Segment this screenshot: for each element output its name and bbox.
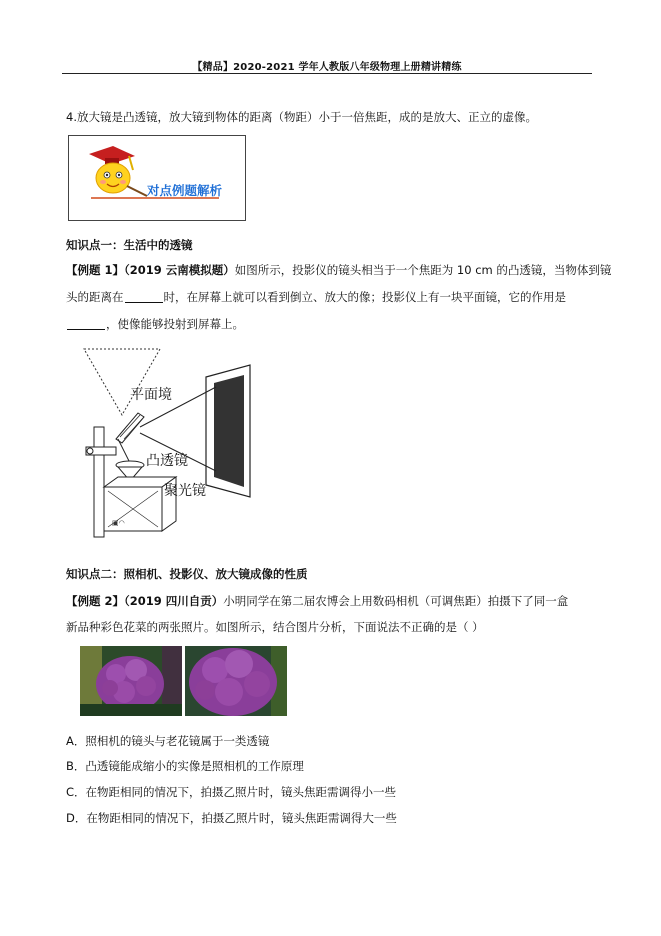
projector-diagram bbox=[78, 347, 278, 539]
option-d[interactable]: D．在物距相同的情况下，拍摄乙照片时，镜头焦距需调得大一些 bbox=[66, 811, 397, 825]
example1-tag: 【例题 1】（2019 云南模拟题） bbox=[66, 263, 235, 277]
label-convex-lens: 凸透镜 bbox=[146, 453, 188, 469]
teacher-mascot-icon bbox=[69, 136, 245, 220]
label-plane-mirror: 平面境 bbox=[130, 387, 172, 403]
example2-line1 bbox=[66, 593, 568, 609]
example1-line3 bbox=[66, 316, 244, 332]
example1-line2 bbox=[66, 289, 566, 305]
example1-line2a: 头的距离在 bbox=[66, 290, 124, 304]
answer-blank-2[interactable] bbox=[67, 318, 105, 330]
svg-text:▣◠: ▣◠ bbox=[112, 519, 125, 527]
label-condenser-lens: 聚光镜 bbox=[164, 483, 206, 499]
example2-tag: 【例题 2】（2019 四川自贡） bbox=[66, 594, 224, 608]
option-b[interactable]: B．凸透镜能成缩小的实像是照相机的工作原理 bbox=[66, 759, 304, 773]
example1-line3-text: ，使像能够投射到屏幕上。 bbox=[106, 317, 244, 331]
item-4-text: 4.放大镜是凸透镜，放大镜到物体的距离（物距）小于一倍焦距，成的是放大、正立的虚像。 bbox=[66, 110, 537, 124]
example2-line2: 新品种彩色花菜的两张照片。如图所示，结合图片分析，下面说法不正确的是（ ） bbox=[66, 620, 484, 634]
option-c[interactable]: C．在物距相同的情况下，拍摄乙照片时，镜头焦距需调得小一些 bbox=[66, 785, 397, 799]
projector-figure bbox=[78, 347, 278, 543]
example1-line1 bbox=[66, 262, 611, 278]
header-rule bbox=[62, 73, 592, 74]
example1-line2b: 时，在屏幕上就可以看到倒立、放大的像；投影仪上有一块平面镜，它的作用是 bbox=[163, 290, 566, 304]
option-a[interactable]: A．照相机的镜头与老花镜属于一类透镜 bbox=[66, 734, 270, 748]
banner-label: 对点例题解析 bbox=[147, 183, 223, 198]
example2-line1-text: 小明同学在第二届农博会上用数码相机（可调焦距）拍摄下了同一盒 bbox=[223, 594, 569, 608]
section2-title: 知识点二：照相机、投影仪、放大镜成像的性质 bbox=[66, 567, 308, 581]
example-banner bbox=[68, 135, 246, 221]
section1-title: 知识点一：生活中的透镜 bbox=[66, 238, 193, 252]
example1-line1-text: 如图所示，投影仪的镜头相当于一个焦距为 10 cm 的凸透镜，当物体到镜 bbox=[234, 263, 612, 277]
answer-blank-1[interactable] bbox=[125, 291, 163, 303]
header-title: 【精品】2020-2021 学年人教版八年级物理上册精讲精练 bbox=[192, 62, 462, 73]
cauliflower-photo-b bbox=[185, 646, 287, 716]
cauliflower-photo-a bbox=[80, 646, 182, 716]
